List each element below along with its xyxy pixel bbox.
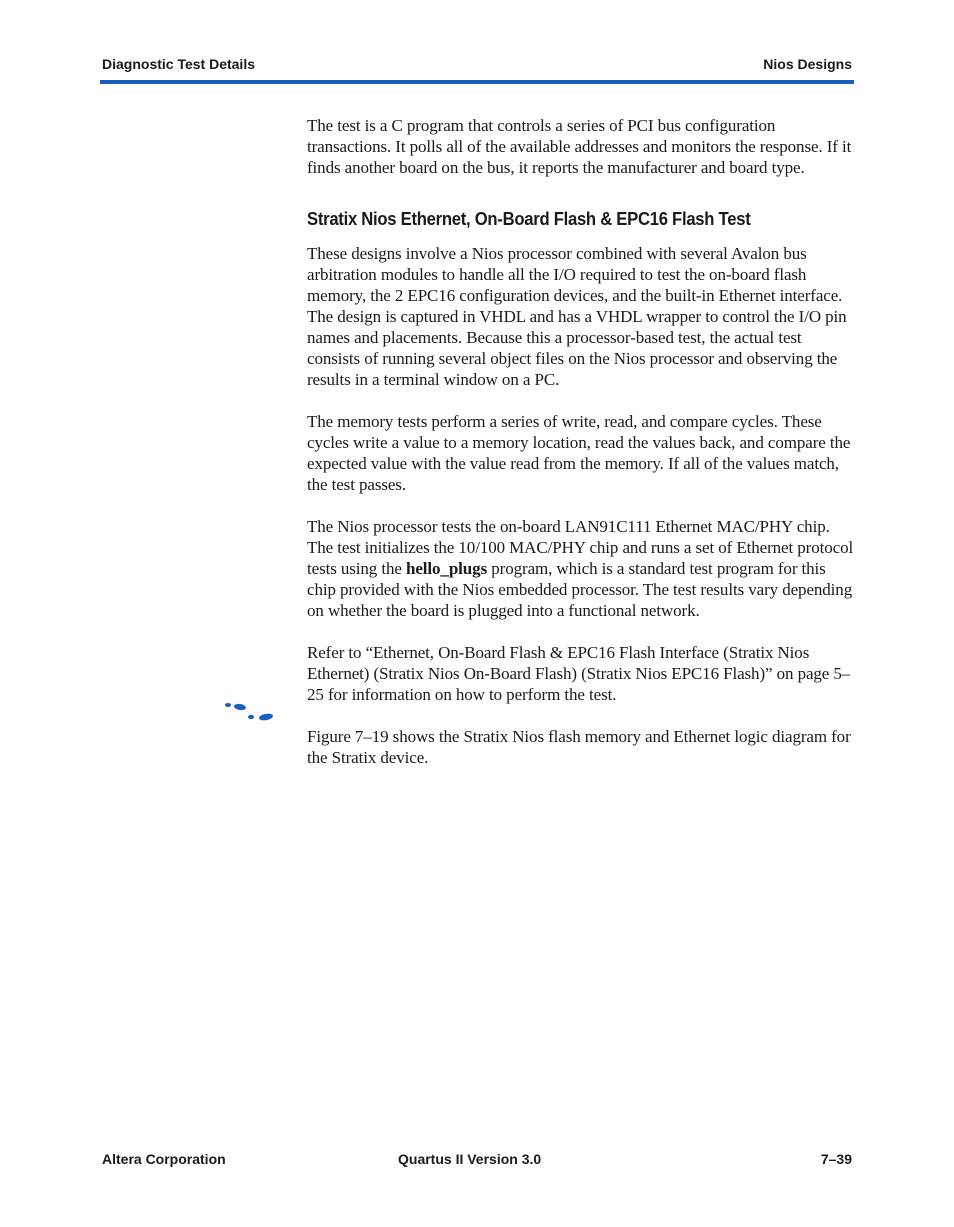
paragraph-design-overview: These designs involve a Nios processor combined with several Avalon bus arbitration modules to handle all the I/O required to test the on-board flash memory, the 2 EPC16 configuration devices, and the built-in Ethernet interface. The design is captured in VHDL and has a VHDL wrapper to control the I/O pin names and placements. Because this a processor-based test, the actual test consists of running several object files on the Nios processor and observing the results in a terminal window on a PC. xyxy=(307,244,847,389)
header-section-title: Diagnostic Test Details xyxy=(102,56,256,72)
ethernet-text-b: program, which is a standard test program for this chip provided with the Nios embedded processor. The test results vary depending on whether the board is plugged into a functional network. xyxy=(307,559,853,620)
page-number: 7–39 xyxy=(820,1151,852,1167)
paragraph-memory-tests: The memory tests perform a series of write, read, and compare cycles. These cycles write a value to a memory location, read the values back, and compare the expected value with the value read from the memory. If all of the values match, the test passes. xyxy=(307,412,851,494)
header-divider xyxy=(100,80,854,84)
footer-company: Altera Corporation xyxy=(102,1151,226,1167)
program-name: hello_plugs xyxy=(405,559,488,578)
header-chapter-title: Nios Designs xyxy=(763,56,852,72)
footprints-icon xyxy=(222,701,276,725)
footer-version: Quartus II Version 3.0 xyxy=(398,1151,542,1167)
ethernet-text-a: The Nios processor tests the on-board LAN91C111 Ethernet MAC/PHY chip. The test initializes the 10/100 MAC/PHY chip and runs a set of Ethernet protocol tests using the xyxy=(307,517,854,578)
page-footer xyxy=(102,1151,852,1169)
paragraph-ethernet-test xyxy=(307,516,857,621)
page-body xyxy=(307,115,857,768)
paragraph-figure-ref: Figure 7–19 shows the Stratix Nios flash memory and Ethernet logic diagram for the Stratix device. xyxy=(307,727,851,767)
page-header xyxy=(102,56,852,74)
paragraph-pci-test: The test is a C program that controls a series of PCI bus configuration transactions. It polls all of the available addresses and monitors the response. If it finds another board on the bus, it reports the manufacturer and board type. xyxy=(307,116,852,177)
section-heading: Stratix Nios Ethernet, On-Board Flash & EPC16 Flash Test xyxy=(307,208,751,229)
note-paragraph: Refer to “Ethernet, On-Board Flash & EPC16 Flash Interface (Stratix Nios Ethernet) (Stratix Nios On-Board Flash) (Stratix Nios EPC16 Flash)” on page 5–25 for information on how to perform the test. xyxy=(307,643,851,704)
